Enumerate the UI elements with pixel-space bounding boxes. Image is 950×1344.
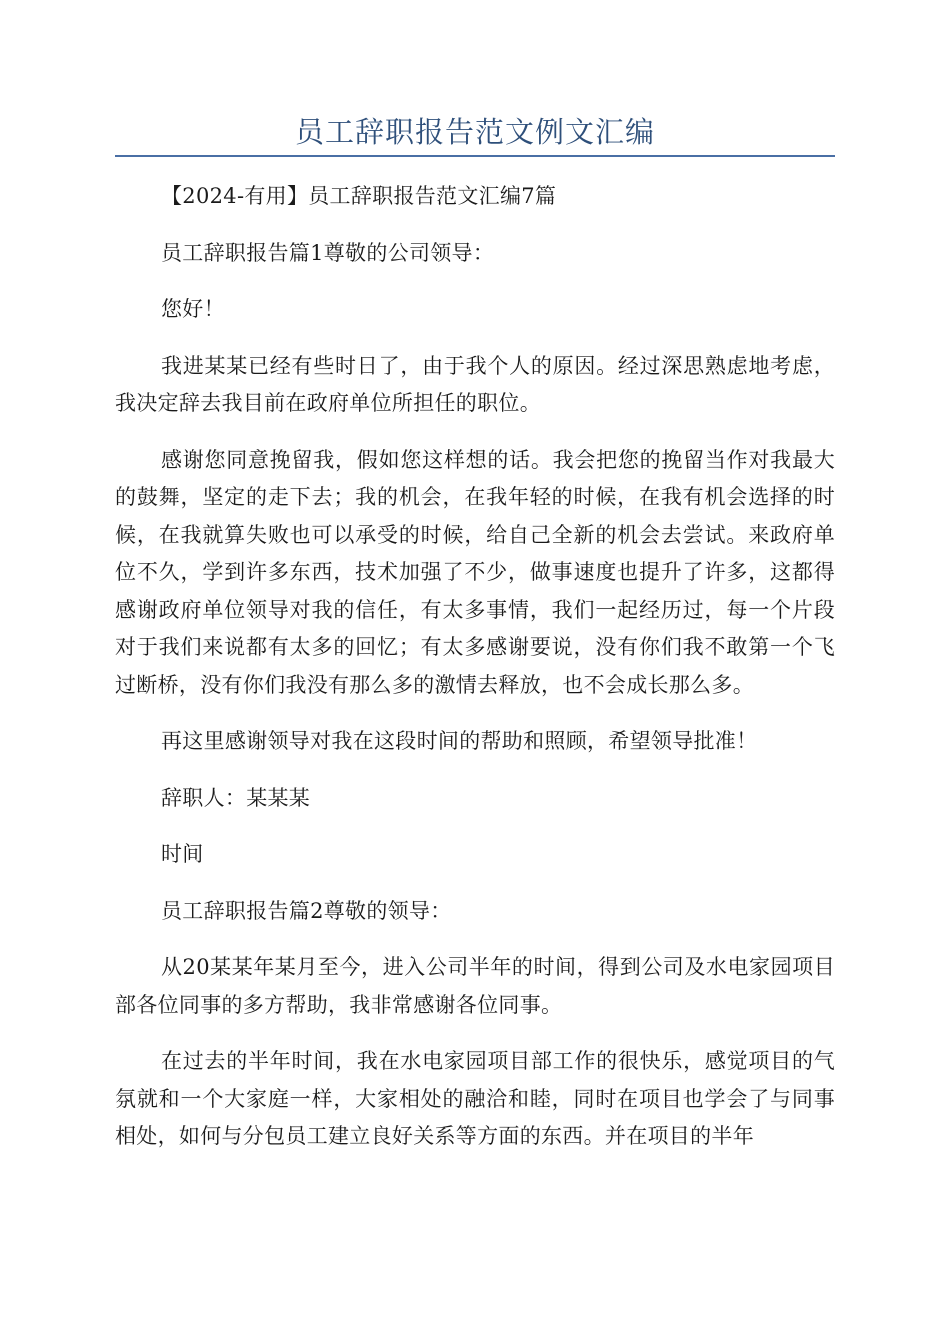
paragraph-salutation-1: 员工辞职报告篇1尊敬的公司领导： (161, 240, 495, 265)
paragraph-signature: 辞职人：某某某 (161, 785, 311, 810)
paragraph-body: 感谢您同意挽留我，假如您这样想的话。我会把您的挽留当作对我最大的鼓舞，坚定的走下去；我的机会，在我年轻的时候，在我有机会选择的时候，在我就算失败也可以承受的时候，给自己全新的机会去尝试。来政府单位不久，学到许多东西，技术加强了不少，做事速度也提升了许多，这都得感谢政府单位领导对我的信任，有太多事情，我们一起经历过，每一个片段对于我们来说都有太多的回忆；有太多感谢要说，没有你们我不敢第一个飞过断桥，没有你们我没有那么多的激情去释放，也不会成长那么多。 (115, 447, 835, 697)
paragraph-body: 我进某某已经有些时日了，由于我个人的原因。经过深思熟虑地考虑，我决定辞去我目前在政府单位所担任的职位。 (115, 353, 835, 415)
paragraph-body: 从20某某年某月至今，进入公司半年的时间，得到公司及水电家园项目部各位同事的多方帮助，我非常感谢各位同事。 (115, 955, 835, 1017)
paragraph-date: 时间 (161, 842, 204, 866)
paragraph-salutation-2: 员工辞职报告篇2尊敬的领导： (161, 898, 452, 923)
paragraph-body: 在过去的半年时间，我在水电家园项目部工作的很快乐，感觉项目的气氛就和一个大家庭一样，大家相处的融洽和睦，同时在项目也学会了与同事相处，如何与分包员工建立良好关系等方面的东西。并在项目的半年 (115, 1049, 835, 1148)
document-page (115, 0, 835, 1156)
title-underline (115, 155, 835, 157)
paragraph-body: 再这里感谢领导对我在这段时间的帮助和照顾，希望领导批准！ (161, 729, 758, 753)
paragraph-heading: 【2024-有用】员工辞职报告范文汇编7篇 (161, 184, 557, 208)
document-title: 员工辞职报告范文例文汇编 (294, 115, 655, 149)
paragraph-greeting: 您好！ (161, 297, 225, 321)
